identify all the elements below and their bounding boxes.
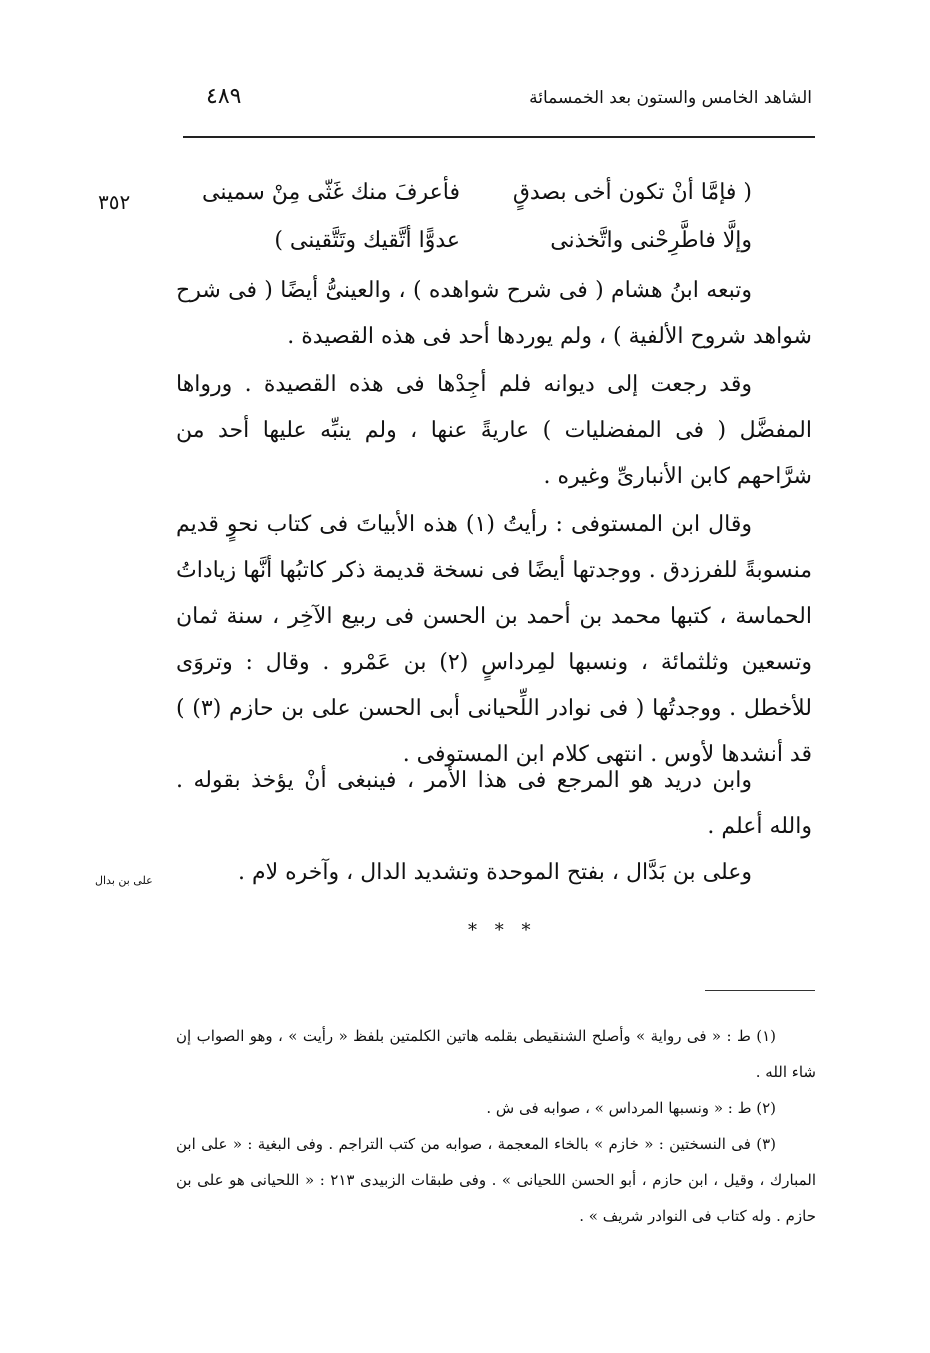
footnote-3: (٣) فى النسختين : « خازم » بالخاء المعجمة ، صوابه من كتب التراجم . وفى البغية : « على ابن المبارك ، وقيل ، ابن حازم ، أبو الحسن اللحيانى » . وفى طبقات الزبيدى ٢١٣ : « اللحيانى هو على بن حازم . وله كتاب فى النوادر شريف » . xyxy=(176,1135,817,1225)
running-header-title: الشاهد الخامس والستون بعد الخمسمائة xyxy=(529,88,812,108)
footnote-1: (١) ط : « فى رواية » وأصلح الشنقيطى بقلمه هاتين الكلمتين بلفظ « رأيت » ، وهو الصواب إن شاء الله . xyxy=(176,1027,816,1081)
footnote-rule xyxy=(705,990,815,991)
verse-1-first-hemistich: ( فإمَّا أنْ تكون أخى بصدقٍ xyxy=(512,180,752,205)
paragraph-3: وقال ابن المستوفى : رأيتُ (١) هذه الأبياتَ فى كتاب نحوٍ قديم منسوبةً للفرزدق . ووجدتها أيضًا فى نسخة قديمة ذكر كاتبُها أنَّها زياداتُ الحماسة ، كتبها محمد بن أحمد بن الحسن فى ربيع الآخِر ، سنة ثمان وتسعين وثلثمائة ، ونسبها لمِرداسٍ (٢) بن عَمْرو . وقال : وتروَى للأخطل . ووجدتُها ( فى نوادر اللِّحيانى أبى الحسن على بن حازم (٣) ) قد أنشدها لأوس . انتهى كلام ابن المستوفى . xyxy=(176,512,813,767)
verse-1-second-hemistich: فأعرفَ منك غَثّى مِنْ سمينى xyxy=(201,180,460,205)
margin-note: على بن بدال xyxy=(95,874,153,887)
footnote-2: (٢) ط : « ونسبها المرداس » ، صوابه فى ش . xyxy=(486,1099,776,1117)
page-number: ٤٨٩ xyxy=(206,84,242,109)
verse-2-first-hemistich: وإلَّا فاطَّرِحْنى واتَّخذنى xyxy=(550,228,752,253)
paragraph-5: وعلى بن بَدَّال ، بفتح الموحدة وتشديد الدال ، وآخره لام . xyxy=(237,860,752,885)
paragraph-4: وابن دريد هو المرجع فى هذا الأمر ، فينبغى أنْ يؤخذ بقوله . والله أعلم . xyxy=(176,768,812,839)
header-rule xyxy=(183,136,815,138)
paragraph-2: وقد رجعت إلى ديوانه فلم أجِدْها فى هذه القصيدة . ورواها المفضَّل ( فى المفضليات ) عاريةً عنها ، ولم ينبِّه عليها أحد من شرَّاحهم كابن الأنبارىِّ وغيره . xyxy=(176,372,812,489)
section-separator: * * * xyxy=(468,920,537,941)
paragraph-1: وتبعه ابنُ هشام ( فى شرح شواهده ) ، والعينىُّ أيضًا ( فى شرح شواهد شروح الألفية ) ، ولم يوردها أحد فى هذه القصيدة . xyxy=(176,278,812,349)
verse-2-second-hemistich: عدوًّا أتَّقيك وتَتَّقينى ) xyxy=(274,228,460,253)
margin-entry-number: ٣٥٢ xyxy=(98,190,131,214)
footnotes xyxy=(176,1018,816,1234)
